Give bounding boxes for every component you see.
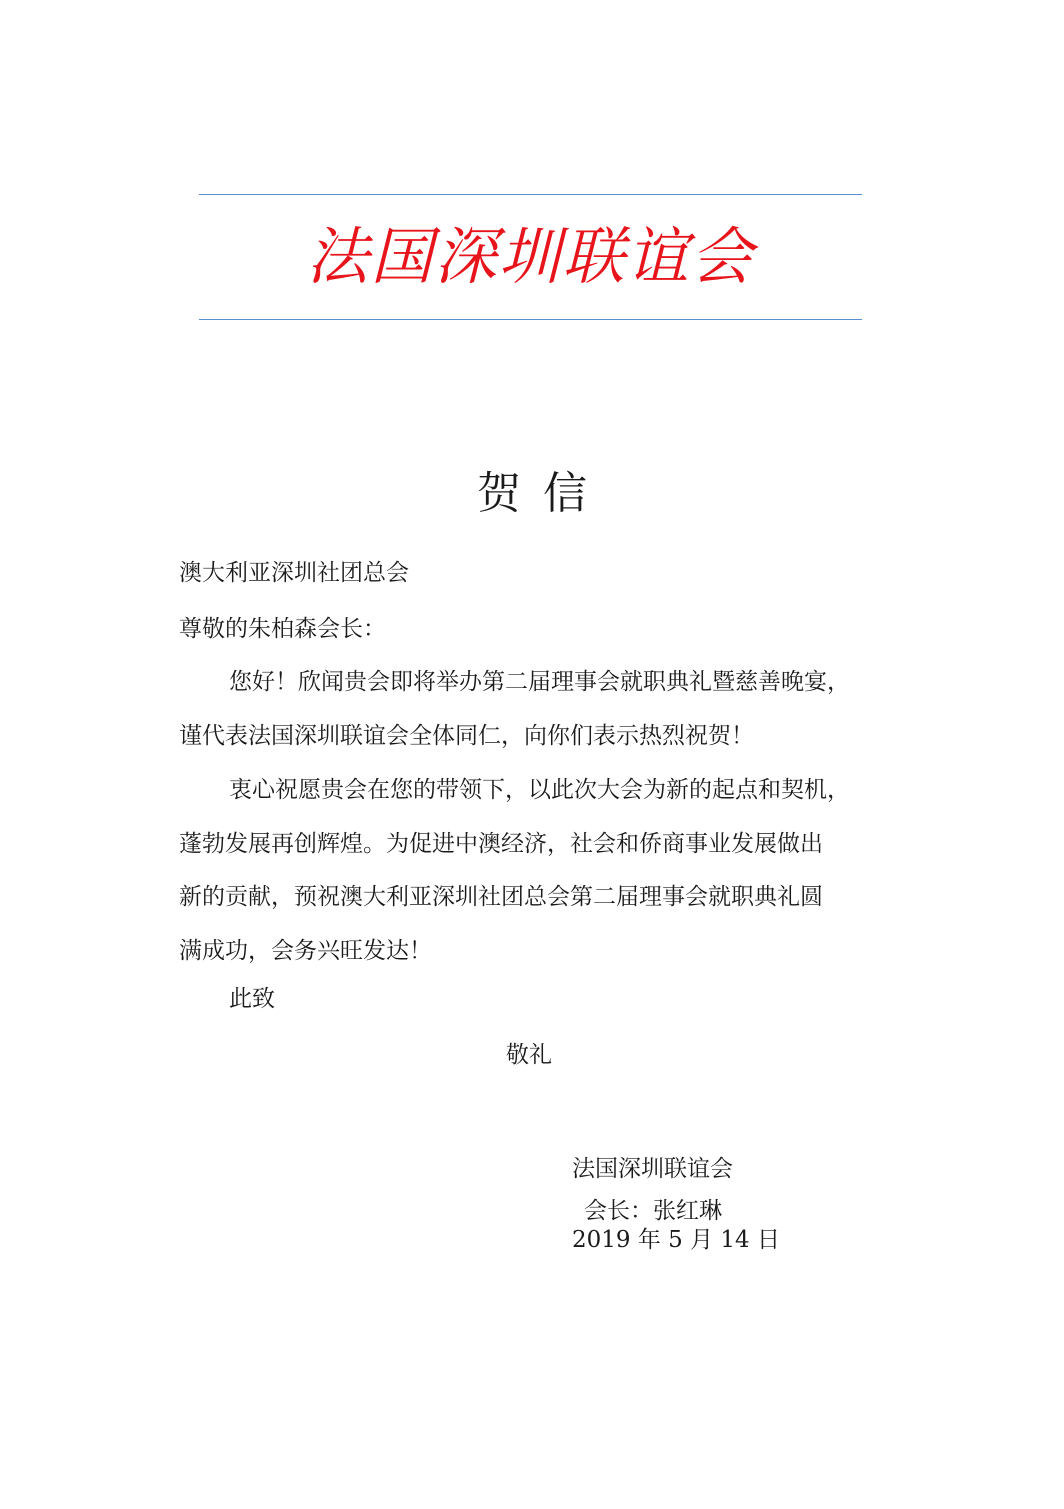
closing-phrase: 此致	[229, 986, 275, 1012]
recipient-org: 澳大利亚深圳社团总会	[179, 560, 409, 586]
paragraph-line: 新的贡献，预祝澳大利亚深圳社团总会第二届理事会就职典礼圆	[179, 884, 823, 910]
signature-person: 会长：张红琳	[584, 1198, 722, 1224]
org-banner: 法国深圳联谊会	[306, 220, 755, 293]
closing-regards: 敬礼	[506, 1042, 552, 1068]
header-rule-bottom	[199, 319, 862, 320]
signature-org: 法国深圳联谊会	[572, 1156, 733, 1182]
signature-date: 2019 年 5 月 14 日	[572, 1227, 780, 1253]
paragraph-line: 衷心祝愿贵会在您的带领下，以此次大会为新的起点和契机，	[229, 777, 850, 803]
paragraph-line: 您好！欣闻贵会即将举办第二届理事会就职典礼暨慈善晚宴，	[229, 669, 850, 695]
header-rule-top	[199, 194, 862, 195]
paragraph-line: 蓬勃发展再创辉煌。为促进中澳经济，社会和侨商事业发展做出	[179, 831, 823, 857]
letter-title: 贺信	[477, 468, 609, 519]
salutation: 尊敬的朱柏森会长：	[179, 616, 386, 642]
paragraph-line: 满成功，会务兴旺发达！	[179, 938, 432, 964]
paragraph-line: 谨代表法国深圳联谊会全体同仁，向你们表示热烈祝贺！	[179, 723, 754, 749]
